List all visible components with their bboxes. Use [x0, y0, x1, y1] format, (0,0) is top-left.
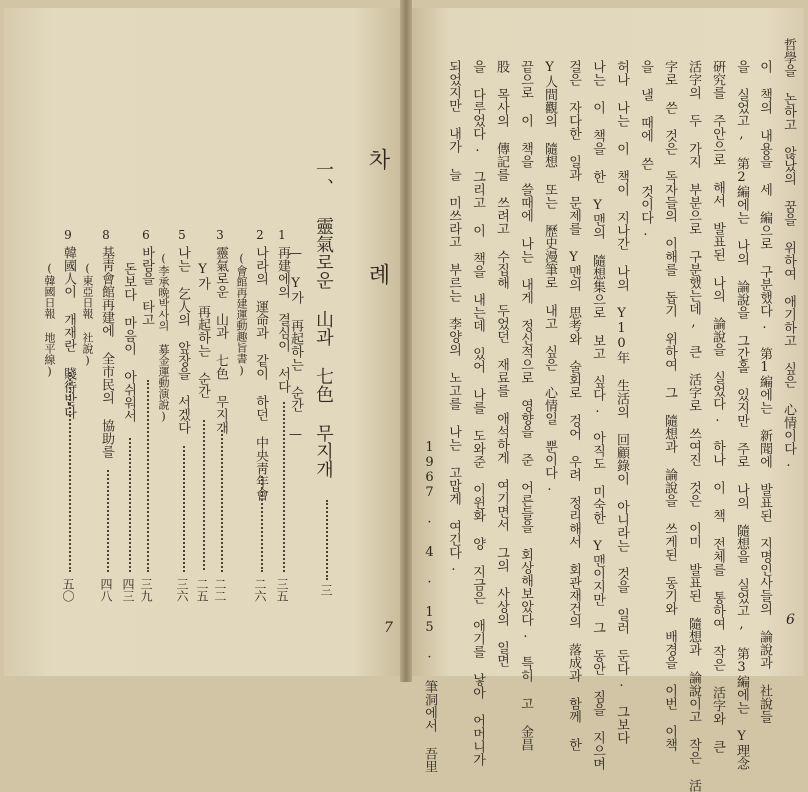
- preface-column: 나는 이 책을 한 Y맨의 隨想集으로 보고 싶다. 아직도 미숙한 Y맨이지만 그 동안 짐을 지으며: [590, 60, 605, 770]
- preface-column: 허나 나는 이 책이 지나간 나의 Y10年 生活의 回顧錄이 아니라는 것을 일러 둔다. 그보다: [614, 60, 629, 744]
- entry-number: 8: [99, 228, 113, 242]
- entry-title[interactable]: 韓國人이 개재란 賤待받다: [61, 246, 76, 419]
- preface-column: 股 목사의 傳記를 쓰려고 수집해 두었던 재료를 애석하게 여기면서 그의 사상의 일면: [494, 60, 509, 667]
- preface-column: 을 낼 때에 쓴 것이다.: [638, 60, 653, 239]
- entry-page: 四八: [99, 578, 113, 602]
- entry-page: 三五: [275, 578, 289, 602]
- page-number-left: 7: [384, 620, 393, 636]
- entry-title[interactable]: 基靑會館再建에 全市民의 協助를: [99, 246, 114, 458]
- leader-dots: [183, 446, 185, 572]
- book-gutter: [400, 0, 412, 682]
- entry-title[interactable]: 나는 乞人의 앞장을 서겠다: [175, 246, 190, 434]
- entry-title[interactable]: 돈보다 마음이 아쉬워서: [121, 262, 136, 422]
- entry-number: 3: [213, 228, 227, 242]
- preface-column: 을 다루었다. 그리고 이 책을 내는데 있어 나를 도와준 이윈화 양 지금은 애기를 낳아 어머니가: [470, 60, 485, 766]
- entry-title[interactable]: 再建에의 결심이 서다: [275, 246, 290, 393]
- page-number-right: 6: [786, 612, 795, 628]
- preface-column: 끝으로 이 책을 쓸때에 나는 내게 정신적으로 영향을 준 어른들을 회상해보았다. 특히 고 金昌: [518, 60, 533, 751]
- entry-title[interactable]: Y가 再起하는 순간: [195, 262, 210, 398]
- preface-signature: 1967 · 4 · 15 · 筆洞에서 吾里: [422, 440, 437, 773]
- section-page: 三: [319, 584, 333, 596]
- section-title: 一、 靈氣로운 山과 七色 무지개: [313, 160, 334, 478]
- leader-dots: [283, 402, 285, 572]
- entry-title[interactable]: 바람을 타고: [139, 246, 154, 326]
- section-subtitle: — Y가 再起하는 순간 —: [288, 246, 303, 442]
- leader-dots: [107, 470, 109, 572]
- entry-number: 5: [175, 228, 189, 242]
- entry-note: (東亞日報 社說): [81, 262, 94, 367]
- entry-page: 二五: [195, 578, 209, 602]
- entry-title[interactable]: 靈氣로운 山과 七色 무지개: [213, 246, 228, 434]
- preface-column: 字로 쓴 것은 독자들의 이해를 돕기 위하여 그 隨想과 論說을 쓰게된 동기와 배경을 이번 이책: [662, 60, 677, 751]
- entry-number: 9: [61, 228, 75, 242]
- preface-column: 을 실었고, 第2編에는 나의 論說을 그간홀 있지만 주로 나의 隨想을 실었고, 第3編에는 Y理念: [734, 60, 749, 770]
- preface-column: 걸은 자다한 일과 문제를 Y맨의 思考와 술회로 겅어 우려 정리해서 회관재건의 落成과 함께 한: [566, 60, 581, 751]
- entry-page: 三六: [175, 578, 189, 602]
- leader-dots: [261, 476, 263, 572]
- preface-column: Y人間觀의 隨想 또는 歷史漫筆로 내고 싶은 心情일 뿐이다.: [542, 60, 557, 494]
- leader-dots: [147, 380, 149, 572]
- leader-dots: [129, 438, 131, 572]
- entry-page: 五〇: [61, 578, 75, 602]
- toc-title: 차 례: [365, 148, 390, 319]
- entry-page: 三九: [139, 578, 153, 602]
- preface-column: 哲學을 논하고 않났의 꿈을 위하여 애기하고 싶은 心情이다.: [781, 38, 796, 470]
- entry-note: (會館再建運動趣旨書): [235, 252, 248, 377]
- entry-page: 二六: [253, 578, 267, 602]
- leader-dots: [221, 430, 223, 572]
- leader-dots: [203, 420, 205, 570]
- entry-number: 1: [275, 228, 289, 242]
- leader-dots: [326, 500, 328, 580]
- preface-column: 活字의 두 가지 부분으로 구분했는데, 큰 活字로 쓰여진 것은 이미 발표된 隨想과 論說이고 작은 活: [686, 60, 701, 792]
- entry-note: (韓國日報 地平線): [43, 262, 56, 378]
- preface-column: 되었지만 내가 늘 미쓰라고 부르는 李양의 노고를 나는 고맙게 여긴다.: [446, 60, 461, 574]
- leader-dots: [69, 372, 71, 572]
- preface-column: 이 책의 내용을 세 編으로 구분했다. 第1編에는 新聞에 발표된 지명인사들의 論說과 社說들: [757, 60, 772, 723]
- entry-page: 二二: [213, 578, 227, 602]
- entry-number: 6: [139, 228, 153, 242]
- entry-note: (李承晩박사의 募金運動演說): [157, 252, 170, 423]
- entry-page: 四三: [121, 578, 135, 602]
- preface-column: 硏究를 주안으로 해서 발표된 나의 論說을 실었다. 하나 이 책 전체를 통하여 작은 活字와 큰: [710, 60, 725, 753]
- entry-title[interactable]: 나라의 運命과 같이 하던 中央靑年會: [253, 246, 268, 501]
- entry-number: 2: [253, 228, 267, 242]
